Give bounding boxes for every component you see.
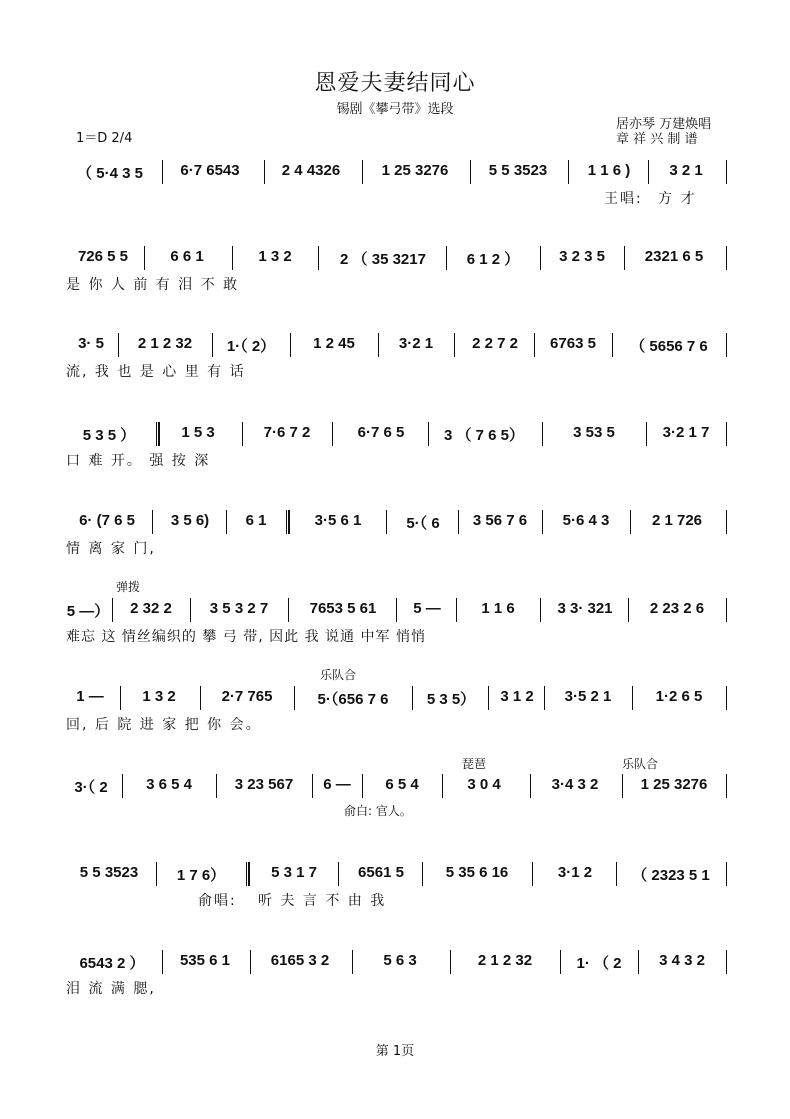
barline xyxy=(290,333,291,357)
measure: 2·7 765 xyxy=(221,688,273,705)
measure: 2 （ 35 3217 xyxy=(340,251,426,268)
lyrics-line: 泪 流 满 腮, xyxy=(66,981,156,997)
notation-line xyxy=(66,684,730,712)
barline xyxy=(726,774,727,798)
measure: 1 5 3 xyxy=(181,424,215,441)
measure: 5·6 4 3 xyxy=(562,512,610,529)
measure: 1 — xyxy=(76,688,104,705)
barline xyxy=(396,598,397,622)
barline xyxy=(540,598,541,622)
barline xyxy=(726,160,727,184)
staff-system-9 xyxy=(66,860,730,950)
barline xyxy=(294,686,295,710)
barline xyxy=(726,422,727,446)
lyrics-line: 回, 后 院 进 家 把 你 会。 xyxy=(66,717,262,733)
barline xyxy=(144,246,145,270)
measure: 1 25 3276 xyxy=(640,776,708,793)
barline xyxy=(726,598,727,622)
measure: 1 2 45 xyxy=(313,335,355,352)
double-barline xyxy=(156,422,160,446)
barline xyxy=(568,160,569,184)
barline xyxy=(458,510,459,534)
measure: 3 5 3 2 7 xyxy=(209,600,269,617)
measure: 1·（ 2） xyxy=(226,338,276,355)
measure: 7·6 7 2 xyxy=(263,424,311,441)
measure: 6 1 xyxy=(245,512,267,529)
measure: 1 1 6 ) xyxy=(587,162,631,179)
barline xyxy=(226,510,227,534)
staff-system-8 xyxy=(66,757,730,862)
measure: 5·（ 6 xyxy=(406,515,440,532)
barline xyxy=(288,598,289,622)
notation-line xyxy=(66,948,730,976)
lyrics-singer: 王唱: xyxy=(604,191,643,207)
measure: 6763 5 xyxy=(550,335,596,352)
measure: 1· （ 2 xyxy=(576,955,622,972)
barline xyxy=(632,686,633,710)
barline xyxy=(362,160,363,184)
barline xyxy=(470,160,471,184)
measure: 3·2 1 7 xyxy=(662,424,710,441)
lyrics-line: 难忘 这 情丝编织的 攀 弓 带, 因此 我 说通 中军 悄悄 xyxy=(66,629,426,645)
measure: 3 1 2 xyxy=(500,688,534,705)
barline xyxy=(648,160,649,184)
staff-system-6 xyxy=(66,580,730,686)
key-signature: 1＝D 2/4 xyxy=(76,131,133,146)
measure: 3 2 3 5 xyxy=(559,248,605,265)
staff-system-5 xyxy=(66,508,730,598)
measure: （ 5656 7 6 xyxy=(630,338,708,355)
measure: 2321 6 5 xyxy=(644,248,704,265)
double-barline xyxy=(286,510,290,534)
barline xyxy=(628,598,629,622)
barline xyxy=(726,686,727,710)
measure: 3 （ 7 6 5） xyxy=(443,427,525,444)
measure: 3 53 5 xyxy=(573,424,615,441)
lyrics-line: 方 才 xyxy=(658,191,697,207)
barline xyxy=(450,950,451,974)
score-title: 恩爱夫妻结同心 xyxy=(314,71,476,96)
barline xyxy=(454,333,455,357)
barline xyxy=(726,246,727,270)
barline xyxy=(152,510,153,534)
barline xyxy=(442,774,443,798)
barline xyxy=(112,598,113,622)
measure: 1·2 6 5 xyxy=(655,688,703,705)
measure: 3 4 3 2 xyxy=(659,952,705,969)
lyrics-line: 口 难 开。 强 按 深 xyxy=(66,453,211,469)
double-barline xyxy=(246,862,250,886)
measure: 1 7 6） xyxy=(176,867,226,884)
measure: 2 1 2 32 xyxy=(137,335,193,352)
measure: 7653 5 61 xyxy=(309,600,377,617)
barline xyxy=(726,333,727,357)
measure: 2 23 2 6 xyxy=(649,600,705,617)
barline xyxy=(726,950,727,974)
measure: 6165 3 2 xyxy=(270,952,330,969)
measure: 5 3 5） xyxy=(426,691,476,708)
notation-line xyxy=(66,596,730,624)
measure: 5·（656 7 6 xyxy=(317,691,389,708)
lyrics-singer: 俞唱: xyxy=(198,893,237,909)
barline xyxy=(118,333,119,357)
notation-line xyxy=(66,158,730,186)
measure: 3 3· 321 xyxy=(557,600,613,617)
measure: 2 1 726 xyxy=(651,512,703,529)
barline xyxy=(542,422,543,446)
measure: 3 23 567 xyxy=(234,776,294,793)
barline xyxy=(338,862,339,886)
score-subtitle: 锡剧《攀弓带》选段 xyxy=(336,102,454,117)
barline xyxy=(532,862,533,886)
barline xyxy=(318,246,319,270)
barline xyxy=(232,246,233,270)
measure: 6 — xyxy=(323,776,351,793)
barline xyxy=(212,333,213,357)
measure: （ 2323 5 1 xyxy=(632,867,710,884)
measure: 3 5 6) xyxy=(170,512,210,529)
measure: 5 35 6 16 xyxy=(445,864,509,881)
staff-system-4 xyxy=(66,420,730,510)
barline xyxy=(622,774,623,798)
measure: 5 3 1 7 xyxy=(271,864,317,881)
barline xyxy=(216,774,217,798)
barline xyxy=(264,160,265,184)
spoken-line: 俞白: 官人。 xyxy=(344,804,412,818)
measure: 3· 5 xyxy=(78,335,104,352)
barline xyxy=(242,422,243,446)
measure: 3·4 3 2 xyxy=(551,776,599,793)
measure: 2 1 2 32 xyxy=(477,952,533,969)
barline xyxy=(616,862,617,886)
staff-system-2 xyxy=(66,244,730,334)
staff-system-1 xyxy=(66,158,730,248)
barline xyxy=(162,950,163,974)
barline xyxy=(352,950,353,974)
barline xyxy=(332,422,333,446)
measure: 6 5 4 xyxy=(385,776,419,793)
barline xyxy=(560,950,561,974)
measure: 5 3 5 ） xyxy=(82,427,136,444)
barline xyxy=(530,774,531,798)
barline xyxy=(646,422,647,446)
lyrics-line: 流, 我 也 是 心 里 有 话 xyxy=(66,364,246,380)
notation-line xyxy=(66,331,730,359)
measure: 535 6 1 xyxy=(179,952,231,969)
measure: 1 25 3276 xyxy=(381,162,449,179)
barline xyxy=(544,686,545,710)
measure: 6 1 2 ） xyxy=(466,251,520,268)
barline xyxy=(446,246,447,270)
measure: 2 4 4326 xyxy=(281,162,341,179)
measure: 6 6 1 xyxy=(170,248,204,265)
measure: 5 5 3523 xyxy=(79,864,139,881)
lyrics-line: 听 夫 言 不 由 我 xyxy=(258,893,387,909)
arranger: 章 祥 兴 制 谱 xyxy=(616,132,698,147)
measure: 3·2 1 xyxy=(398,335,434,352)
page-number: 第 1页 xyxy=(375,1044,415,1059)
measure: 726 5 5 xyxy=(77,248,129,265)
barline xyxy=(250,950,251,974)
notation-line xyxy=(66,420,730,448)
measure: 2 2 7 2 xyxy=(472,335,518,352)
ensemble-annotation: 乐队合 xyxy=(320,668,357,682)
lyrics-line: 是 你 人 前 有 泪 不 敢 xyxy=(66,277,240,293)
credits xyxy=(616,117,711,147)
barline xyxy=(156,862,157,886)
measure: 3 6 5 4 xyxy=(146,776,192,793)
measure: 6· (7 6 5 xyxy=(79,512,135,529)
measure: （ 5·4 3 5 xyxy=(77,165,143,182)
barline xyxy=(456,598,457,622)
measure: 6561 5 xyxy=(358,864,404,881)
notation-line xyxy=(66,772,730,800)
measure: 3 0 4 xyxy=(467,776,501,793)
barline xyxy=(638,950,639,974)
measure: 3·（ 2 xyxy=(74,779,108,796)
barline xyxy=(422,862,423,886)
instrument-annotation: 弹拨 xyxy=(116,580,141,594)
notation-line xyxy=(66,860,730,888)
measure: 5 —） xyxy=(66,603,110,620)
barline xyxy=(120,686,121,710)
barline xyxy=(726,862,727,886)
barline xyxy=(362,774,363,798)
lyrics-line: 情 离 家 门, xyxy=(66,541,156,557)
measure: 1 3 2 xyxy=(258,248,292,265)
measure: 1 1 6 xyxy=(481,600,515,617)
ensemble-annotation: 乐队合 xyxy=(622,757,659,771)
measure: 3·5 2 1 xyxy=(564,688,612,705)
staff-system-10 xyxy=(66,948,730,1038)
measure: 2 32 2 xyxy=(130,600,172,617)
barline xyxy=(312,774,313,798)
notation-line xyxy=(66,244,730,272)
barline xyxy=(122,774,123,798)
barline xyxy=(190,598,191,622)
measure: 5 6 3 xyxy=(383,952,417,969)
measure: 6·7 6 5 xyxy=(357,424,405,441)
measure: 3 56 7 6 xyxy=(472,512,528,529)
barline xyxy=(630,510,631,534)
barline xyxy=(534,333,535,357)
barline xyxy=(540,246,541,270)
barline xyxy=(542,510,543,534)
measure: 3 2 1 xyxy=(669,162,703,179)
notation-line xyxy=(66,508,730,536)
barline xyxy=(726,510,727,534)
barline xyxy=(386,510,387,534)
measure: 5 5 3523 xyxy=(488,162,548,179)
barline xyxy=(200,686,201,710)
instrument-annotation: 琵琶 xyxy=(462,757,487,771)
barline xyxy=(378,333,379,357)
barline xyxy=(488,686,489,710)
barline xyxy=(412,686,413,710)
performers: 居亦琴 万建焕唱 xyxy=(616,117,712,132)
measure: 3·1 2 xyxy=(557,864,593,881)
measure: 6·7 6543 xyxy=(180,162,240,179)
measure: 5 — xyxy=(413,600,441,617)
barline xyxy=(162,160,163,184)
staff-system-3 xyxy=(66,331,730,421)
barline xyxy=(624,246,625,270)
measure: 1 3 2 xyxy=(142,688,176,705)
barline xyxy=(612,333,613,357)
measure: 6543 2 ） xyxy=(79,955,145,972)
barline xyxy=(428,422,429,446)
measure: 3·5 6 1 xyxy=(314,512,362,529)
